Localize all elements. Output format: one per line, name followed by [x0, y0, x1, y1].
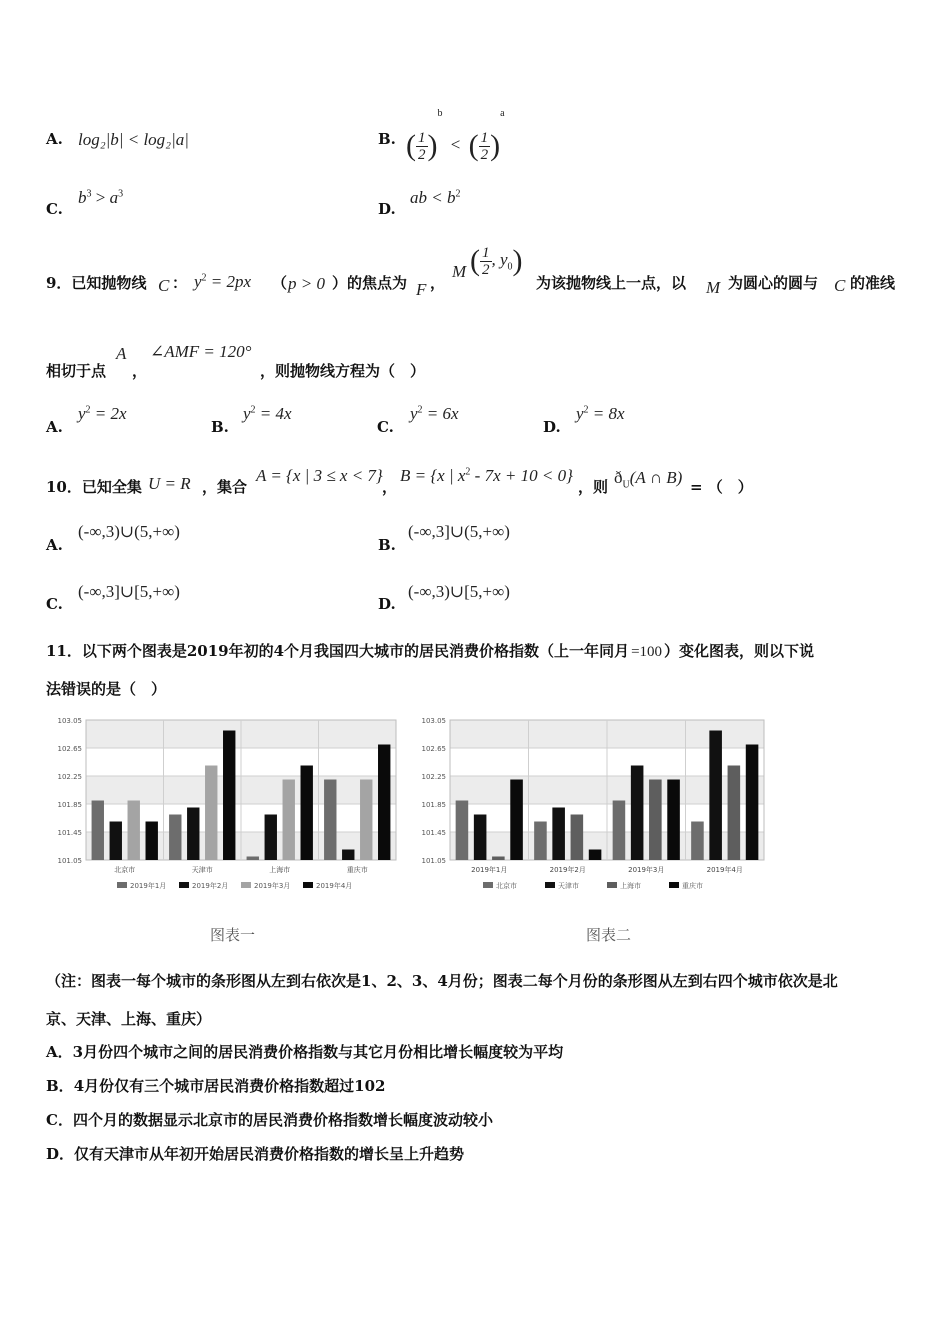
- chart-two-caption: 图表二: [586, 926, 632, 944]
- q9-option-d-expr: $y^2 = 8x$: [576, 404, 625, 423]
- legend-swatch: [607, 882, 617, 888]
- bar-天津市-2019年2月: [552, 808, 565, 861]
- y-tick-label: 103.05: [421, 717, 446, 725]
- x-tick-label: 重庆市: [346, 866, 368, 874]
- q9-option-a-label: A.: [46, 418, 63, 436]
- q11-option-b: B．4月份仅有三个城市居民消费价格指数超过102: [46, 1077, 386, 1095]
- bar-重庆市-2019年3月: [667, 780, 680, 861]
- bar-北京市-2019年3月: [613, 801, 626, 861]
- x-tick-label: 上海市: [269, 866, 291, 874]
- bar-2019年2月-重庆市: [342, 850, 354, 861]
- bar-天津市-2019年4月: [709, 731, 722, 861]
- y-tick-label: 101.05: [57, 857, 82, 865]
- bar-上海市-2019年4月: [728, 766, 741, 861]
- q11-option-a: A．3月份四个城市之间的居民消费价格指数与其它月份相比增长幅度较为平均: [46, 1043, 564, 1061]
- legend-label: 2019年4月: [316, 882, 353, 890]
- q10-option-a-expr: (-∞,3)∪(5,+∞): [78, 522, 180, 541]
- q9-option-b-label: B.: [211, 418, 229, 436]
- bar-2019年4月-上海市: [301, 766, 313, 861]
- y-tick-label: 101.45: [421, 829, 446, 837]
- bar-重庆市-2019年1月: [510, 780, 523, 861]
- bar-北京市-2019年1月: [456, 801, 469, 861]
- y-tick-label: 102.25: [421, 773, 446, 781]
- bar-2019年1月-上海市: [247, 857, 259, 861]
- bar-上海市-2019年3月: [649, 780, 662, 861]
- q8-option-c-expr: $b^3 > a^3$: [78, 188, 124, 207]
- legend-swatch: [117, 882, 127, 888]
- q9-option-a-expr: $y^2 = 2x$: [78, 404, 127, 423]
- y-tick-label: 102.65: [57, 745, 82, 753]
- bar-2019年3月-重庆市: [360, 780, 372, 861]
- bar-2019年4月-天津市: [223, 731, 235, 861]
- bar-上海市-2019年1月: [492, 857, 505, 861]
- q8-option-b-label: B.: [378, 130, 396, 148]
- q8-option-a-expr: log₂|b| < log₂|a|: [78, 130, 189, 149]
- legend-swatch: [545, 882, 555, 888]
- q8-option-d-expr: ab < $b^2$: [410, 188, 461, 207]
- q10-option-a-label: A.: [46, 536, 63, 554]
- y-tick-label: 101.45: [57, 829, 82, 837]
- bar-2019年3月-上海市: [283, 780, 295, 861]
- q10-option-c-label: C.: [46, 595, 63, 613]
- bar-2019年4月-北京市: [146, 822, 158, 861]
- chart-one: [46, 712, 402, 898]
- y-tick-label: 102.65: [421, 745, 446, 753]
- q10-option-c-expr: (-∞,3]∪[5,+∞): [78, 582, 180, 601]
- legend-swatch: [483, 882, 493, 888]
- legend-swatch: [241, 882, 251, 888]
- bar-2019年3月-北京市: [128, 801, 140, 861]
- q8-option-c-label: C.: [46, 200, 63, 218]
- q11-option-d: D．仅有天津市从年初开始居民消费价格指数的增长呈上升趋势: [46, 1145, 465, 1163]
- q11-option-c: C．四个月的数据显示北京市的居民消费价格指数增长幅度波动较小: [46, 1111, 493, 1129]
- q10-option-d-label: D.: [378, 595, 396, 613]
- legend-label: 天津市: [558, 882, 579, 890]
- bar-2019年4月-重庆市: [378, 745, 390, 861]
- bar-天津市-2019年3月: [631, 766, 644, 861]
- q8-option-b-expr: ( $\frac{1}{2}$ )$^b$ < ( $\frac{1}{2}$ )$^a$: [406, 108, 505, 163]
- q8-option-a-label: A.: [46, 130, 63, 148]
- legend-label: 北京市: [496, 882, 517, 890]
- bar-2019年1月-重庆市: [324, 780, 336, 861]
- legend-swatch: [179, 882, 189, 888]
- legend-swatch: [303, 882, 313, 888]
- q11-stem-line2: 法错误的是（ ）: [46, 680, 167, 698]
- y-tick-label: 101.85: [421, 801, 446, 809]
- x-tick-label: 2019年3月: [628, 866, 665, 874]
- chart-two: [410, 712, 770, 898]
- bar-2019年3月-天津市: [205, 766, 217, 861]
- x-tick-label: 北京市: [114, 866, 136, 874]
- q9-option-b-expr: $y^2 = 4x$: [243, 404, 292, 423]
- bar-2019年2月-天津市: [187, 808, 199, 861]
- x-tick-label: 2019年2月: [549, 866, 586, 874]
- bar-2019年1月-天津市: [169, 815, 181, 861]
- bar-重庆市-2019年4月: [746, 745, 759, 861]
- y-tick-label: 101.85: [57, 801, 82, 809]
- bar-2019年2月-上海市: [265, 815, 277, 861]
- x-tick-label: 2019年4月: [706, 866, 743, 874]
- legend-label: 2019年2月: [192, 882, 229, 890]
- bar-天津市-2019年1月: [474, 815, 487, 861]
- y-tick-label: 102.25: [57, 773, 82, 781]
- bar-2019年1月-北京市: [92, 801, 104, 861]
- legend-swatch: [669, 882, 679, 888]
- x-tick-label: 天津市: [191, 866, 213, 874]
- q8-option-d-label: D.: [378, 200, 396, 218]
- q9-option-c-expr: $y^2 = 6x$: [410, 404, 459, 423]
- q11-stem-line1: 11．以下两个图表是2019年初的4个月我国四大城市的居民消费价格指数（上一年同月 =100 ）变化图表，则以下说: [46, 642, 815, 660]
- chart-one-caption: 图表一: [210, 926, 256, 944]
- q10-option-d-expr: (-∞,3)∪[5,+∞): [408, 582, 510, 601]
- bar-北京市-2019年2月: [534, 822, 547, 861]
- bar-重庆市-2019年2月: [589, 850, 602, 861]
- q9-option-d-label: D.: [543, 418, 561, 436]
- q11-note-line2: 京、天津、上海、重庆）: [46, 1010, 212, 1028]
- q11-note-line1: （注：图表一每个城市的条形图从左到右依次是1、2、3、4月份；图表二每个月份的条形图从左到右四个城市依次是北: [46, 972, 838, 990]
- y-tick-label: 103.05: [57, 717, 82, 725]
- x-tick-label: 2019年1月: [471, 866, 508, 874]
- legend-label: 2019年3月: [254, 882, 291, 890]
- bar-北京市-2019年4月: [691, 822, 704, 861]
- q10-option-b-expr: (-∞,3]∪(5,+∞): [408, 522, 510, 541]
- q10-option-b-label: B.: [378, 536, 396, 554]
- y-tick-label: 101.05: [421, 857, 446, 865]
- bar-2019年2月-北京市: [110, 822, 122, 861]
- legend-label: 重庆市: [682, 882, 703, 890]
- legend-label: 2019年1月: [130, 882, 167, 890]
- q9-option-c-label: C.: [377, 418, 394, 436]
- bar-上海市-2019年2月: [571, 815, 584, 861]
- legend-label: 上海市: [620, 882, 641, 890]
